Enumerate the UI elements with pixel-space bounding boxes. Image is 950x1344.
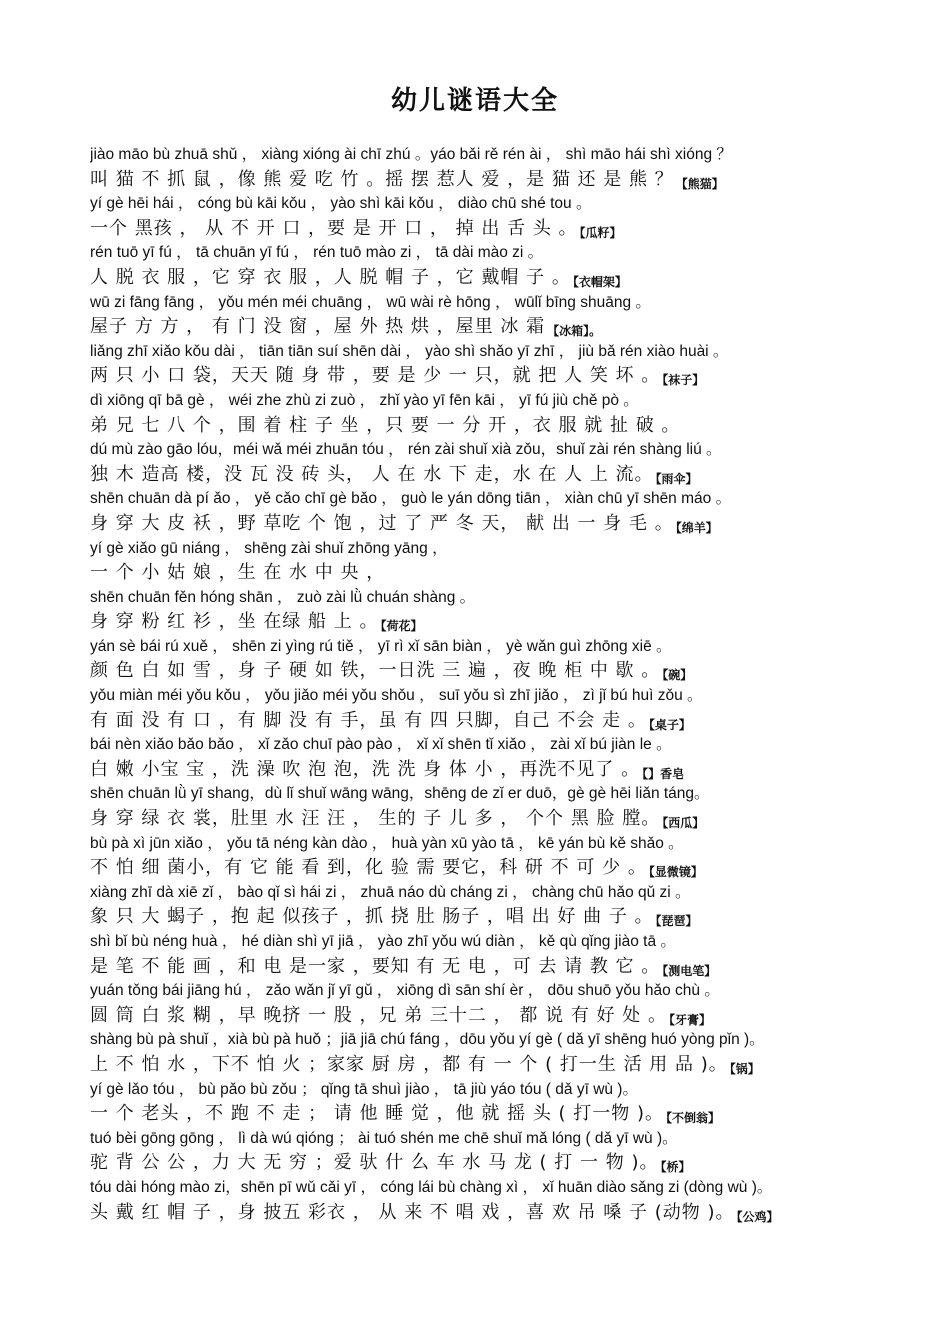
riddle-answer: 【荷花】 bbox=[380, 619, 423, 634]
hanzi-line bbox=[90, 1102, 868, 1127]
riddle-item bbox=[90, 487, 868, 536]
pinyin-line: tóu dài hóng mào zi，shēn pī wǔ cǎi yī ， cóng lái bù chàng xì ， xǐ huān diào sǎng zi (dòng wù )。 bbox=[90, 1178, 773, 1196]
hanzi-line bbox=[90, 168, 868, 193]
riddle-answer: 【袜子】 bbox=[662, 373, 705, 388]
pinyin-line: tuó bèi gōng gōng ， lì dà wú qióng ； ài tuó shén me chē shuǐ mǎ lóng ( dǎ yī wù )。 bbox=[90, 1129, 678, 1147]
riddle-answer: 【桥】 bbox=[660, 1160, 691, 1175]
riddle-answer: 【衣帽架】 bbox=[572, 274, 627, 289]
riddle-answer: 【冰箱】。 bbox=[547, 324, 602, 339]
riddle-item bbox=[90, 1028, 868, 1077]
riddle-answer: 【熊猫】 bbox=[675, 176, 724, 191]
hanzi-line bbox=[90, 1151, 868, 1176]
riddle-text: 白 嫩 小宝 宝 ，洗 澡 吹 泡 泡，洗 洗 身 体 小 ，再洗不见了 。 bbox=[90, 758, 641, 780]
hanzi-line bbox=[90, 856, 868, 881]
riddle-answer: 【测电笔】 bbox=[662, 963, 717, 978]
page-title: 幼儿谜语大全 bbox=[390, 86, 559, 116]
hanzi-line bbox=[90, 512, 868, 537]
riddle-item bbox=[90, 1127, 868, 1176]
riddle-item bbox=[90, 979, 868, 1028]
riddle-text: 一 个 小 姑 娘 ，生 在 水 中 央 ， bbox=[90, 562, 386, 584]
riddle-item bbox=[90, 684, 868, 733]
riddle-item bbox=[90, 143, 868, 192]
riddle-item bbox=[90, 635, 868, 684]
riddle-item bbox=[90, 340, 868, 389]
pinyin-line: jiào māo bù zhuā shǔ ， xiàng xióng ài chī zhú 。yáo bǎi rě rén ài ， shì māo hái shì xióng ？ bbox=[90, 146, 732, 163]
riddle-answer: 【牙膏】 bbox=[669, 1012, 712, 1027]
hanzi-line bbox=[90, 807, 868, 832]
riddle-text: 圆 筒 白 浆 糊 ，早 晚挤 一 股 ，兄 弟 三十二 ， 都 说 有 好 处 。 bbox=[90, 1004, 667, 1026]
riddle-item bbox=[90, 1078, 868, 1127]
riddle-item bbox=[90, 389, 868, 438]
riddle-text: 身 穿 大 皮 袄 ，野 草吃 个 饱 ，过 了 严 冬 天， 献 出 一 身 毛 。 bbox=[90, 512, 674, 534]
hanzi-line bbox=[90, 758, 868, 783]
riddle-answer: 【绵羊】 bbox=[675, 520, 718, 535]
riddle-text: 叫 猫 不 抓 鼠 ，像 熊 爱 吃 竹 。摇 摆 惹人 爱 ，是 猫 还 是 熊 ？ bbox=[90, 168, 674, 190]
pinyin-line: bái nèn xiǎo bǎo bǎo ， xǐ zǎo chuī pào pào ， xǐ xǐ shēn tǐ xiǎo ， zài xǐ bú jiàn le 。 bbox=[90, 736, 672, 754]
riddle-answer: 【雨伞】 bbox=[655, 471, 698, 486]
riddle-answer: 【公鸡】 bbox=[736, 1209, 779, 1224]
pinyin-line: xiàng zhī dà xiē zǐ ， bào qǐ sì hái zi ， zhuā náo dù cháng zi ， chàng chū hǎo qǔ zi 。 bbox=[90, 883, 691, 901]
riddle-item bbox=[90, 537, 868, 586]
hanzi-line bbox=[90, 217, 868, 242]
riddle-text: 有 面 没 有 口 ，有 脚 没 有 手，虽 有 四 只脚，自己 不会 走 。 bbox=[90, 709, 647, 731]
riddle-text: 头 戴 红 帽 子 ，身 披五 彩衣 ， 从 来 不 唱 戏 ，喜 欢 吊 嗓 子 (动物 )。 bbox=[90, 1201, 735, 1223]
riddle-item bbox=[90, 733, 868, 782]
riddle-answer: 【碗】 bbox=[662, 668, 693, 683]
riddle-text: 弟 兄 七 八 个 ，围 着 柱 子 坐 ，只 要 一 分 开 ，衣 服 就 扯 破 。 bbox=[90, 414, 681, 436]
riddle-answer: 【显微镜】 bbox=[648, 865, 703, 880]
riddle-item bbox=[90, 782, 868, 831]
riddle-text: 两 只 小 口 袋，天天 随 身 带 ，要 是 少 一 只，就 把 人 笑 坏 。 bbox=[90, 365, 661, 387]
pinyin-line: yǒu miàn méi yǒu kǒu ， yǒu jiǎo méi yǒu shǒu ， suī yǒu sì zhī jiǎo ， zì jǐ bú huì zǒu 。 bbox=[90, 687, 703, 705]
pinyin-line: yí gè hēi hái ， cóng bù kāi kǒu ， yào shì kāi kǒu ， diào chū shé tou 。 bbox=[90, 195, 592, 213]
pinyin-line: bù pà xì jūn xiǎo ， yǒu tā néng kàn dào ， huà yàn xū yào tā ， kē yán bù kě shǎo 。 bbox=[90, 834, 684, 852]
pinyin-line: yuán tǒng bái jiāng hú ， zǎo wǎn jǐ yī gǔ ， xiōng dì sān shí èr ， dōu shuō yǒu hǎo chù 。 bbox=[90, 982, 720, 1000]
pinyin-line: dú mù zào gāo lóu，méi wǎ méi zhuān tóu ， rén zài shuǐ xià zǒu，shuǐ zài rén shàng liú 。 bbox=[90, 441, 722, 459]
hanzi-line bbox=[90, 463, 868, 488]
riddle-item bbox=[90, 586, 868, 635]
hanzi-line bbox=[90, 266, 868, 291]
hanzi-line bbox=[90, 709, 868, 734]
hanzi-line bbox=[90, 364, 868, 389]
pinyin-line: yí gè xiǎo gū niáng ， shēng zài shuǐ zhōng yāng ， bbox=[90, 539, 448, 557]
pinyin-line: liǎng zhī xiǎo kǒu dài ， tiān tiān suí shēn dài ， yào shì shǎo yī zhī ， jiù bǎ rén xiào huài 。 bbox=[90, 342, 729, 360]
hanzi-line bbox=[90, 414, 868, 439]
riddle-text: 屋子 方 方 ， 有 门 没 窗 ，屋 外 热 烘 ，屋里 冰 霜 bbox=[90, 316, 546, 338]
pinyin-line: shēn chuān lǜ yī shang，dù lǐ shuǐ wāng wāng，shēng de zǐ er duō，gè gè hēi liǎn táng。 bbox=[90, 785, 710, 803]
riddle-item bbox=[90, 1176, 868, 1225]
riddle-item bbox=[90, 438, 868, 487]
riddle-answer: 【瓜籽】 bbox=[579, 225, 622, 240]
pinyin-line: yí gè lǎo tóu ， bù pǎo bù zǒu ； qǐng tā shuì jiào ， tā jiù yáo tóu ( dǎ yī wù )。 bbox=[90, 1080, 638, 1098]
pinyin-line: yán sè bái rú xuě ， shēn zi yìng rú tiě ， yī rì xǐ sān biàn ， yè wǎn guì zhōng xiē 。 bbox=[90, 637, 672, 655]
riddle-text: 颜 色 白 如 雪 ，身 子 硬 如 铁，一日洗 三 遍 ，夜 晚 柜 中 歇 。 bbox=[90, 660, 661, 682]
riddle-text: 身 穿 绿 衣 裳，肚里 水 汪 汪 ， 生的 子 儿 多 ， 个个 黑 脸 膛。 bbox=[90, 808, 661, 830]
hanzi-line bbox=[90, 1053, 868, 1078]
riddle-item bbox=[90, 192, 868, 241]
hanzi-line bbox=[90, 610, 868, 635]
riddle-text: 人 脱 衣 服 ，它 穿 衣 服 ，人 脱 帽 子 ，它 戴帽 子 。 bbox=[90, 266, 571, 288]
pinyin-line: shēn chuān fěn hóng shān ， zuò zài lǜ chuán shàng 。 bbox=[90, 588, 476, 606]
hanzi-line bbox=[90, 659, 868, 684]
riddle-answer: 【锅】 bbox=[729, 1061, 760, 1076]
riddle-list bbox=[90, 143, 868, 1225]
riddle-text: 不 怕 细 菌小，有 它 能 看 到，化 验 需 要它，科 研 不 可 少 。 bbox=[90, 857, 647, 879]
riddle-item bbox=[90, 930, 868, 979]
riddle-answer: 【西瓜】 bbox=[662, 816, 705, 831]
hanzi-line bbox=[90, 1201, 868, 1226]
pinyin-line: shì bǐ bù néng huà ， hé diàn shì yī jiā ， yào zhī yǒu wú diàn ， kě qù qǐng jiào tā 。 bbox=[90, 933, 676, 950]
pinyin-line: rén tuō yī fú ， tā chuān yī fú ， rén tuō mào zi ， tā dài mào zi 。 bbox=[90, 244, 544, 262]
riddle-text: 驼 背 公 公 ，力 大 无 穷 ；爱 驮 什 么 车 水 马 龙 ( 打 一 物 )。 bbox=[90, 1152, 659, 1174]
riddle-text: 身 穿 粉 红 衫 ，坐 在绿 船 上 。 bbox=[90, 611, 379, 633]
riddle-text: 一个 黑孩 ， 从 不 开 口 ，要 是 开 口 ， 掉 出 舌 头 。 bbox=[90, 217, 578, 239]
riddle-text: 独 木 造高 楼，没 瓦 没 砖 头， 人 在 水 下 走，水 在 人 上 流。 bbox=[90, 463, 654, 485]
pinyin-line: shēn chuān dà pí ǎo ， yě cǎo chī gè bǎo ， guò le yán dōng tiān ， xiàn chū yī shēn máo 。 bbox=[90, 490, 732, 508]
riddle-text: 上 不 怕 水 ，下不 怕 火 ；家家 厨 房 ，都 有 一 个 ( 打一生 活 用 品 )。 bbox=[90, 1053, 728, 1075]
hanzi-line bbox=[90, 905, 868, 930]
hanzi-line bbox=[90, 315, 868, 340]
riddle-answer: 【桌子】 bbox=[648, 717, 691, 732]
riddle-answer: 【】香皂 bbox=[642, 766, 685, 781]
pinyin-line: dì xiōng qī bā gè ， wéi zhe zhù zi zuò ， zhǐ yào yī fēn kāi ， yī fú jiù chě pò 。 bbox=[90, 391, 639, 409]
pinyin-line: wū zi fāng fāng ， yǒu mén méi chuāng ， wū wài rè hōng ， wūlǐ bīng shuāng 。 bbox=[90, 293, 651, 311]
riddle-item bbox=[90, 881, 868, 930]
riddle-answer: 【琵琶】 bbox=[655, 914, 698, 929]
riddle-text: 一 个 老头 ，不 跑 不 走 ； 请 他 睡 觉 ，他 就 摇 头 ( 打一物 )。 bbox=[90, 1103, 665, 1125]
hanzi-line bbox=[90, 1004, 868, 1029]
hanzi-line bbox=[90, 561, 868, 586]
riddle-answer: 【不倒翁】 bbox=[666, 1111, 721, 1126]
riddle-item bbox=[90, 241, 868, 290]
hanzi-line bbox=[90, 955, 868, 980]
riddle-item bbox=[90, 832, 868, 881]
riddle-text: 是 笔 不 能 画 ，和 电 是一家 ，要知 有 无 电 ，可 去 请 教 它 。 bbox=[90, 955, 661, 977]
riddle-item bbox=[90, 291, 868, 340]
pinyin-line: shàng bù pà shuǐ ，xià bù pà huǒ ；jiā jiā chú fáng ，dōu yǒu yí gè ( dǎ yī shēng huó yòng pǐn )。 bbox=[90, 1031, 765, 1049]
riddle-text: 象 只 大 蝎子 ，抱 起 似孩子 ，抓 挠 肚 肠子 ，唱 出 好 曲 子 。 bbox=[90, 906, 654, 928]
